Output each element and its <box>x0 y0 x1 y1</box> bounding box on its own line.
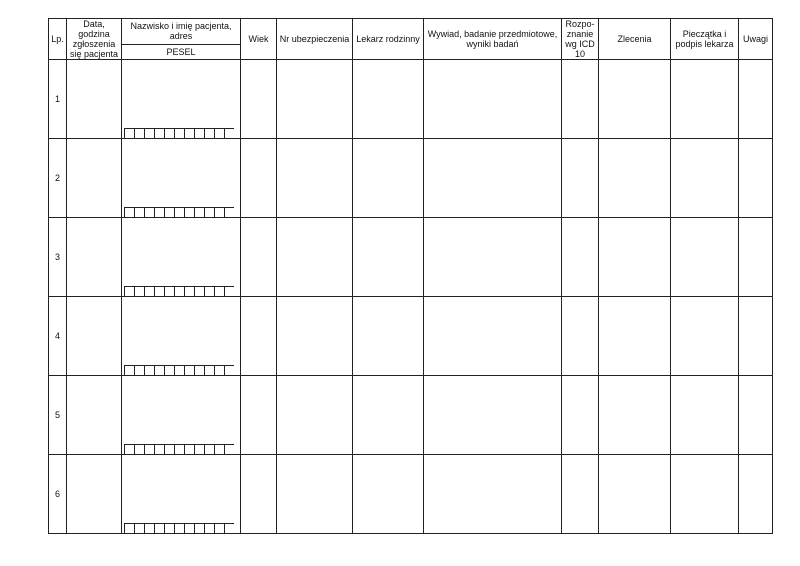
notes-cell[interactable] <box>739 60 773 139</box>
stamp-header: Pieczątka i podpis lekarza <box>671 19 739 60</box>
pesel-digit-box[interactable] <box>174 523 184 533</box>
date-cell[interactable] <box>67 297 122 376</box>
pesel-digit-box[interactable] <box>184 523 194 533</box>
notes-cell[interactable] <box>739 376 773 455</box>
age-cell[interactable] <box>241 297 277 376</box>
pesel-digit-box[interactable] <box>194 207 204 217</box>
pesel-digit-box[interactable] <box>224 444 234 454</box>
pesel-digit-box[interactable] <box>174 365 184 375</box>
name-address-cell[interactable] <box>122 139 241 218</box>
diagnosis-cell[interactable] <box>562 297 599 376</box>
pesel-digit-box[interactable] <box>214 523 224 533</box>
date-cell[interactable] <box>67 218 122 297</box>
pesel-digit-box[interactable] <box>144 365 154 375</box>
pesel-digit-box[interactable] <box>174 444 184 454</box>
pesel-digit-box[interactable] <box>204 128 214 138</box>
family-doctor-cell[interactable] <box>353 139 424 218</box>
age-header: Wiek <box>241 19 277 60</box>
family-doctor-cell[interactable] <box>353 60 424 139</box>
date-cell[interactable] <box>67 139 122 218</box>
pesel-digit-box[interactable] <box>194 523 204 533</box>
diagnosis-cell[interactable] <box>562 218 599 297</box>
date-cell[interactable] <box>67 60 122 139</box>
orders-cell[interactable] <box>599 139 671 218</box>
family-doctor-cell[interactable] <box>353 455 424 534</box>
pesel-digit-box[interactable] <box>214 207 224 217</box>
pesel-digit-box[interactable] <box>124 286 134 296</box>
table-row <box>49 60 773 139</box>
pesel-digit-box[interactable] <box>224 128 234 138</box>
row-number: 5 <box>49 376 67 455</box>
table-row <box>49 218 773 297</box>
interview-cell[interactable] <box>424 455 562 534</box>
family-doctor-header: Lekarz rodzinny <box>353 19 424 60</box>
orders-header: Zlecenia <box>599 19 671 60</box>
notes-cell[interactable] <box>739 455 773 534</box>
pesel-label: PESEL <box>166 46 196 57</box>
pesel-boxes[interactable] <box>124 365 240 375</box>
pesel-digit-box[interactable] <box>184 207 194 217</box>
pesel-digit-box[interactable] <box>174 207 184 217</box>
pesel-digit-box[interactable] <box>144 207 154 217</box>
interview-header: Wywiad, badanie przedmiotowe, wyniki badań <box>424 19 562 60</box>
pesel-digit-box[interactable] <box>204 523 214 533</box>
table-row <box>49 139 773 218</box>
name-address-cell[interactable] <box>122 455 241 534</box>
age-cell[interactable] <box>241 60 277 139</box>
orders-cell[interactable] <box>599 218 671 297</box>
pesel-digit-box[interactable] <box>184 286 194 296</box>
date-cell[interactable] <box>67 455 122 534</box>
name-address-label: Nazwisko i imię pacjenta, adres <box>122 20 240 45</box>
pesel-digit-box[interactable] <box>164 365 174 375</box>
pesel-digit-box[interactable] <box>134 128 144 138</box>
name-address-cell[interactable] <box>122 376 241 455</box>
pesel-boxes[interactable] <box>124 207 240 217</box>
age-cell[interactable] <box>241 218 277 297</box>
header-row <box>49 19 773 60</box>
pesel-digit-box[interactable] <box>154 523 164 533</box>
table-row <box>49 297 773 376</box>
diagnosis-cell[interactable] <box>562 60 599 139</box>
pesel-digit-box[interactable] <box>154 365 164 375</box>
pesel-boxes[interactable] <box>124 444 240 454</box>
stamp-cell[interactable] <box>671 297 739 376</box>
notes-cell[interactable] <box>739 139 773 218</box>
pesel-digit-box[interactable] <box>224 523 234 533</box>
pesel-digit-box[interactable] <box>194 286 204 296</box>
family-doctor-cell[interactable] <box>353 297 424 376</box>
pesel-digit-box[interactable] <box>134 523 144 533</box>
pesel-digit-box[interactable] <box>184 128 194 138</box>
family-doctor-cell[interactable] <box>353 376 424 455</box>
insurance-cell[interactable] <box>277 455 353 534</box>
pesel-boxes[interactable] <box>124 128 240 138</box>
pesel-digit-box[interactable] <box>154 286 164 296</box>
pesel-digit-box[interactable] <box>144 523 154 533</box>
name-header <box>122 19 241 60</box>
row-number: 4 <box>49 297 67 376</box>
pesel-digit-box[interactable] <box>164 444 174 454</box>
interview-cell[interactable] <box>424 376 562 455</box>
age-cell[interactable] <box>241 376 277 455</box>
insurance-header: Nr ubezpieczenia <box>277 19 353 60</box>
pesel-digit-box[interactable] <box>194 365 204 375</box>
notes-cell[interactable] <box>739 297 773 376</box>
pesel-digit-box[interactable] <box>154 128 164 138</box>
orders-cell[interactable] <box>599 297 671 376</box>
notes-cell[interactable] <box>739 218 773 297</box>
stamp-cell[interactable] <box>671 60 739 139</box>
pesel-digit-box[interactable] <box>174 286 184 296</box>
pesel-digit-box[interactable] <box>184 444 194 454</box>
pesel-digit-box[interactable] <box>124 365 134 375</box>
pesel-digit-box[interactable] <box>194 444 204 454</box>
pesel-digit-box[interactable] <box>144 444 154 454</box>
pesel-digit-box[interactable] <box>124 207 134 217</box>
name-address-cell[interactable] <box>122 60 241 139</box>
name-address-cell[interactable] <box>122 218 241 297</box>
age-cell[interactable] <box>241 455 277 534</box>
pesel-boxes[interactable] <box>124 523 240 533</box>
stamp-cell[interactable] <box>671 376 739 455</box>
pesel-digit-box[interactable] <box>164 207 174 217</box>
stamp-cell[interactable] <box>671 455 739 534</box>
pesel-digit-box[interactable] <box>224 365 234 375</box>
lp-header: Lp. <box>49 19 67 60</box>
pesel-digit-box[interactable] <box>184 365 194 375</box>
pesel-digit-box[interactable] <box>134 286 144 296</box>
diagnosis-header: Rozpo-znanie wg ICD 10 <box>562 19 599 60</box>
orders-cell[interactable] <box>599 60 671 139</box>
row-number: 3 <box>49 218 67 297</box>
pesel-digit-box[interactable] <box>214 365 224 375</box>
pesel-digit-box[interactable] <box>194 128 204 138</box>
pesel-digit-box[interactable] <box>174 128 184 138</box>
table-row <box>49 455 773 534</box>
stamp-cell[interactable] <box>671 218 739 297</box>
insurance-cell[interactable] <box>277 60 353 139</box>
date-header: Data, godzina zgłoszenia się pacjenta <box>67 19 122 60</box>
diagnosis-cell[interactable] <box>562 455 599 534</box>
patient-register-table <box>48 18 773 534</box>
pesel-digit-box[interactable] <box>164 286 174 296</box>
insurance-cell[interactable] <box>277 218 353 297</box>
pesel-digit-box[interactable] <box>154 444 164 454</box>
pesel-digit-box[interactable] <box>124 523 134 533</box>
pesel-digit-box[interactable] <box>204 365 214 375</box>
pesel-digit-box[interactable] <box>164 128 174 138</box>
interview-cell[interactable] <box>424 218 562 297</box>
pesel-digit-box[interactable] <box>144 286 154 296</box>
stamp-cell[interactable] <box>671 139 739 218</box>
pesel-digit-box[interactable] <box>134 444 144 454</box>
row-number: 2 <box>49 139 67 218</box>
pesel-digit-box[interactable] <box>134 207 144 217</box>
age-cell[interactable] <box>241 139 277 218</box>
pesel-digit-box[interactable] <box>204 444 214 454</box>
patient-register-form <box>48 18 772 534</box>
pesel-digit-box[interactable] <box>214 444 224 454</box>
notes-header: Uwagi <box>739 19 773 60</box>
pesel-digit-box[interactable] <box>204 207 214 217</box>
row-number: 1 <box>49 60 67 139</box>
orders-cell[interactable] <box>599 455 671 534</box>
pesel-digit-box[interactable] <box>224 286 234 296</box>
pesel-boxes[interactable] <box>124 286 240 296</box>
insurance-cell[interactable] <box>277 376 353 455</box>
row-number: 6 <box>49 455 67 534</box>
insurance-cell[interactable] <box>277 139 353 218</box>
pesel-digit-box[interactable] <box>124 128 134 138</box>
pesel-digit-box[interactable] <box>134 365 144 375</box>
name-address-cell[interactable] <box>122 297 241 376</box>
pesel-digit-box[interactable] <box>224 207 234 217</box>
table-row <box>49 376 773 455</box>
interview-cell[interactable] <box>424 60 562 139</box>
date-cell[interactable] <box>67 376 122 455</box>
family-doctor-cell[interactable] <box>353 218 424 297</box>
register-body <box>49 60 773 534</box>
pesel-digit-box[interactable] <box>124 444 134 454</box>
interview-cell[interactable] <box>424 297 562 376</box>
pesel-digit-box[interactable] <box>204 286 214 296</box>
diagnosis-cell[interactable] <box>562 139 599 218</box>
pesel-digit-box[interactable] <box>214 128 224 138</box>
pesel-digit-box[interactable] <box>164 523 174 533</box>
pesel-digit-box[interactable] <box>154 207 164 217</box>
pesel-digit-box[interactable] <box>144 128 154 138</box>
interview-cell[interactable] <box>424 139 562 218</box>
orders-cell[interactable] <box>599 376 671 455</box>
pesel-digit-box[interactable] <box>214 286 224 296</box>
insurance-cell[interactable] <box>277 297 353 376</box>
diagnosis-cell[interactable] <box>562 376 599 455</box>
